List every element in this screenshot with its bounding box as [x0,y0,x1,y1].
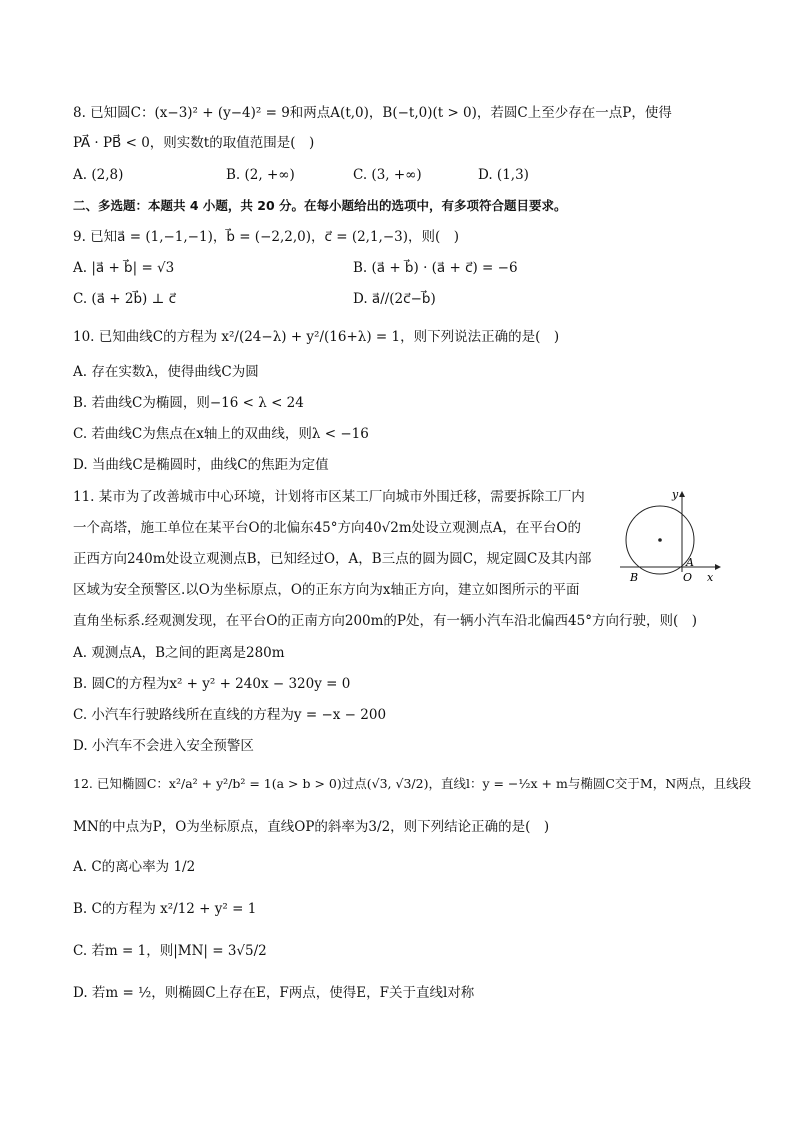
q9-stem: 9. 已知a⃗ = (1,−1,−1)，b⃗ = (−2,2,0)，c⃗ = (2,1,−3)，则( ) [73,229,460,245]
origin-label: O [683,571,693,584]
q11-coordinate-figure [620,488,730,588]
q10-stem: 10. 已知曲线C的方程为 x²/(24−λ) + y²/(16+λ) = 1，则下列说法正确的是( ) [73,329,560,345]
q9-option-d: D. a⃗//(2c⃗−b⃗) [353,291,436,307]
q8-option-d: D. (1,3) [478,167,529,183]
q12-option-b: B. C的方程为 x²/12 + y² = 1 [73,901,257,917]
q10-option-b: B. 若曲线C为椭圆，则−16 < λ < 24 [73,395,304,411]
q8-stem-line2: PA⃗ · PB⃗ < 0，则实数t的取值范围是( ) [73,135,315,151]
q12-option-a: A. C的离心率为 1/2 [73,859,196,875]
q11-option-a: A. 观测点A，B之间的距离是280m [73,645,285,661]
q11-option-d: D. 小汽车不会进入安全预警区 [73,738,254,754]
q11-stem-line1: 11. 某市为了改善城市中心环境，计划将市区某工厂向城市外围迁移，需要拆除工厂内 [73,489,585,505]
x-axis-label: x [707,571,714,584]
q9-option-a: A. |a⃗ + b⃗| = √3 [73,260,175,276]
q9-option-c: C. (a⃗ + 2b⃗) ⊥ c⃗ [73,291,176,307]
q12-option-c: C. 若m = 1，则|MN| = 3√5/2 [73,943,267,959]
q8-stem-line1: 8. 已知圆C：(x−3)² + (y−4)² = 9和两点A(t,0)，B(−t,0)(t > 0)，若圆C上至少存在一点P，使得 [73,105,672,121]
q11-option-b: B. 圆C的方程为x² + y² + 240x − 320y = 0 [73,676,351,692]
q11-stem-line4: 区域为安全预警区.以O为坐标原点，O的正东方向为x轴正方向，建立如图所示的平面 [73,582,580,598]
q12-option-d: D. 若m = ½，则椭圆C上存在E，F两点，使得E，F关于直线l对称 [73,985,475,1001]
point-a-label: A [686,556,694,569]
y-axis-label: y [672,488,679,501]
q11-stem-line2: 一个高塔，施工单位在某平台O的北偏东45°方向40√2m处设立观测点A，在平台O的 [73,520,581,536]
q11-figure-svg [620,488,730,588]
point-b-label: B [630,571,639,584]
q11-stem-line5: 直角坐标系.经观测发现，在平台O的正南方向200m的P处，有一辆小汽车沿北偏西45°方向行驶，则( ) [73,613,697,629]
q9-option-b: B. (a⃗ + b⃗) · (a⃗ + c⃗) = −6 [353,260,518,276]
q8-option-c: C. (3, +∞) [353,167,422,183]
q10-option-c: C. 若曲线C为焦点在x轴上的双曲线，则λ < −16 [73,426,369,442]
q10-option-d: D. 当曲线C是椭圆时，曲线C的焦距为定值 [73,457,329,473]
section-heading-multiple-choice: 二、多选题：本题共 4 小题，共 20 分。在每小题给出的选项中，有多项符合题目要求。 [73,198,567,213]
q12-stem-line2: MN的中点为P，O为坐标原点，直线OP的斜率为3/2，则下列结论正确的是( ) [73,819,550,835]
q10-option-a: A. 存在实数λ，使得曲线C为圆 [73,364,259,380]
q11-stem-line3: 正西方向240m处设立观测点B，已知经过O，A，B三点的圆为圆C，规定圆C及其内部 [73,551,592,567]
q11-option-c: C. 小汽车行驶路线所在直线的方程为y = −x − 200 [73,707,387,723]
q8-option-b: B. (2, +∞) [226,167,295,183]
circle-center-dot [658,538,662,542]
q12-stem-line1: 12. 已知椭圆C：x²/a² + y²/b² = 1(a > b > 0)过点(√3, √3/2)，直线l：y = −½x + m与椭圆C交于M，N两点，且线段 [73,776,752,791]
q8-option-a: A. (2,8) [73,167,124,183]
